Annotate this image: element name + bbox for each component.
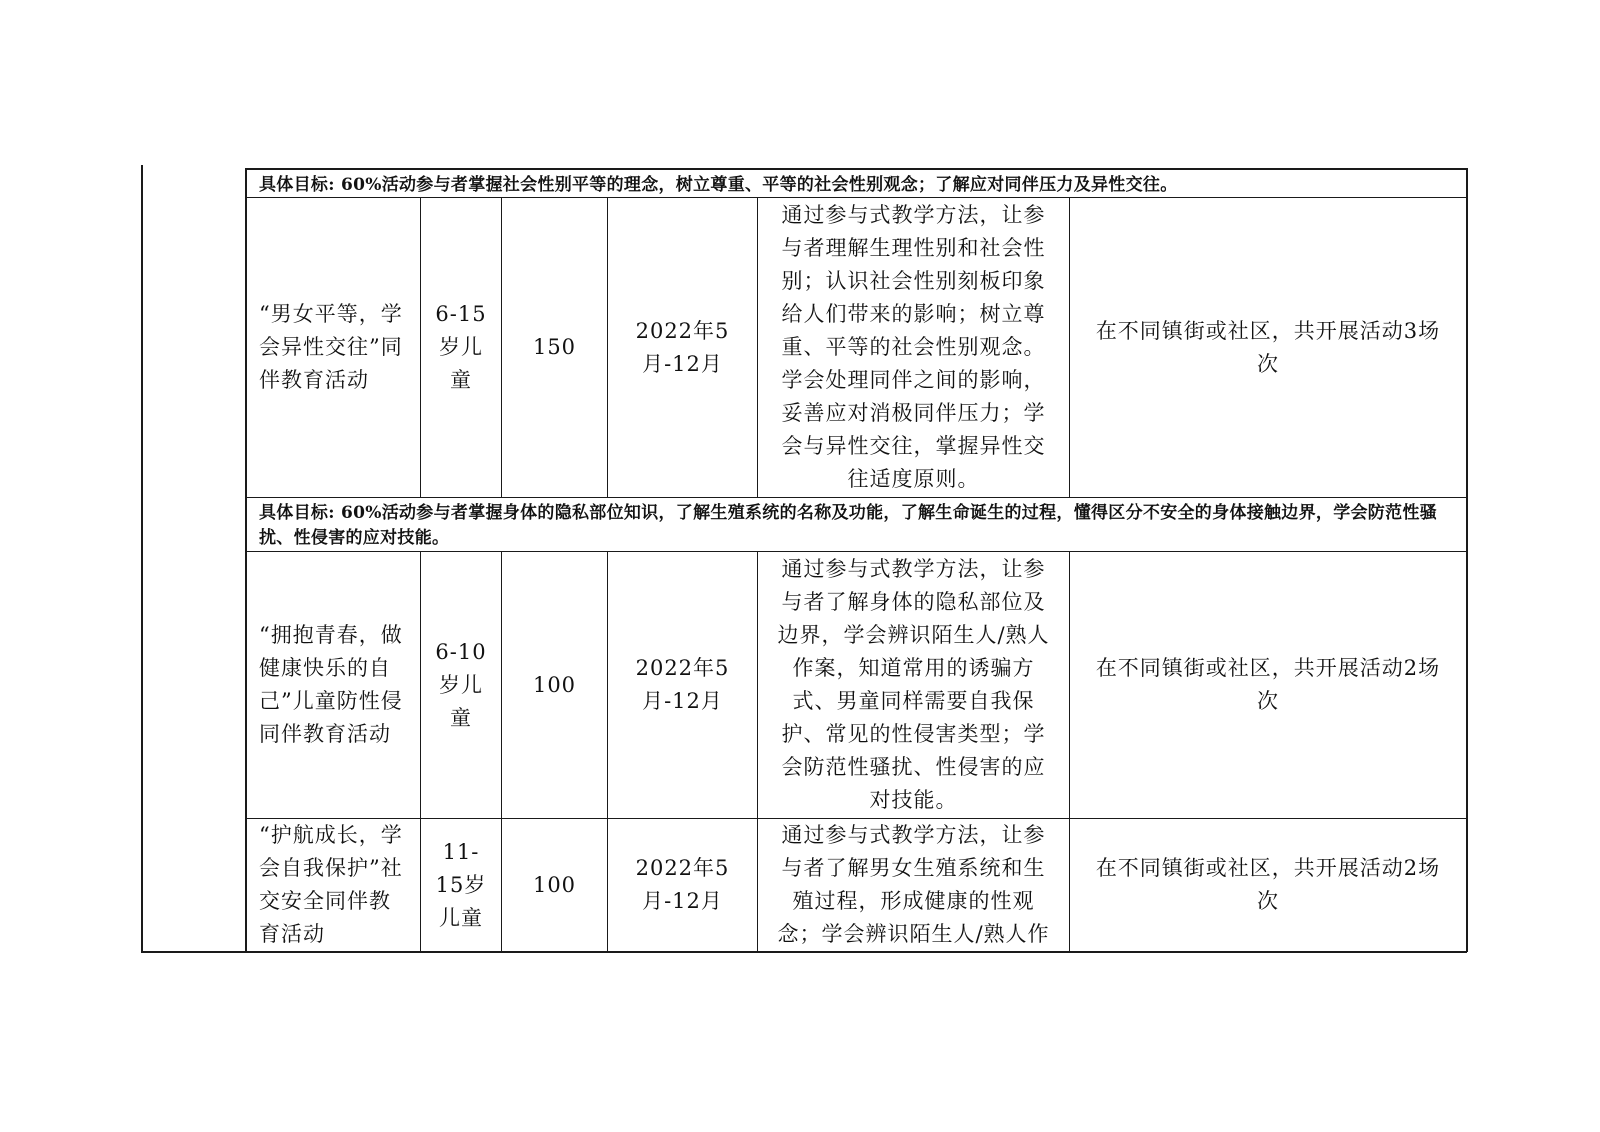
activity-note: 在不同镇街或社区，共开展活动2场次 [1095,856,1441,913]
age-cell [421,198,501,497]
note-cell [1070,552,1466,818]
activity-name-cell [247,552,420,818]
activity-note: 在不同镇街或社区，共开展活动3场次 [1095,318,1441,376]
age-group: 6-10岁儿童 [435,639,487,730]
age-cell [421,552,501,818]
participant-count: 100 [532,872,577,897]
activity-name: “护航成长，学会自我保护”社交安全同伴教育活动 [259,823,403,946]
activity-content: 通过参与式教学方法，让参与者了解身体的隐私部位及边界，学会辨识陌生人/熟人作案，知道常用的诱骗方式、男童同样需要自我保护、常见的性侵害类型；学会防范性骚扰、性侵害的应对技能。 [777,557,1050,812]
period-cell [608,552,757,818]
time-period: 2022年5月-12月 [635,318,730,376]
activity-note: 在不同镇街或社区，共开展活动2场次 [1095,656,1441,713]
period-cell [608,819,757,951]
note-cell [1070,198,1466,497]
age-cell [421,819,501,951]
count-cell [502,198,607,497]
age-group: 6-15岁儿童 [435,302,487,392]
content-cell [758,552,1069,818]
activity-name-cell [247,819,420,951]
frame-bottom-line [141,951,1467,953]
goal-row-2 [247,498,1466,551]
activity-name: “拥抱青春，做健康快乐的自己”儿童防性侵同伴教育活动 [259,623,403,746]
table-right-line [1466,168,1468,952]
participant-count: 100 [532,672,577,697]
age-group: 11-15岁儿童 [435,839,487,930]
activity-content: 通过参与式教学方法，让参与者理解生理性别和社会性别；认识社会性别刻板印象给人们带来的影响；树立尊重、平等的社会性别观念。学会处理同伴之间的影响，妥善应对消极同伴压力；学会与异性交往，掌握异性交往适度原则。 [781,203,1046,491]
goal-text: 具体目标: 60%活动参与者掌握社会性别平等的理念，树立尊重、平等的社会性别观念；了解应对同伴压力及异性交往。 [259,175,1178,195]
content-cell [758,198,1069,497]
note-cell [1070,819,1466,951]
time-period: 2022年5月-12月 [635,856,730,913]
goal-row-1 [247,170,1466,197]
activity-content: 通过参与式教学方法，让参与者了解男女生殖系统和生殖过程，形成健康的性观念；学会辨识陌生人/熟人作 [777,823,1050,946]
content-cell [758,819,1069,951]
period-cell [608,198,757,497]
participant-count: 150 [532,335,577,359]
count-cell [502,819,607,951]
time-period: 2022年5月-12月 [635,656,730,713]
frame-left-line [141,165,143,952]
activity-name-cell [247,198,420,497]
goal-text: 具体目标: 60%活动参与者掌握身体的隐私部位知识，了解生殖系统的名称及功能，了解生命诞生的过程，懂得区分不安全的身体接触边界，学会防范性骚扰、性侵害的应对技能。 [259,503,1438,548]
activity-name: “男女平等，学会异性交往”同伴教育活动 [259,302,403,392]
count-cell [502,552,607,818]
